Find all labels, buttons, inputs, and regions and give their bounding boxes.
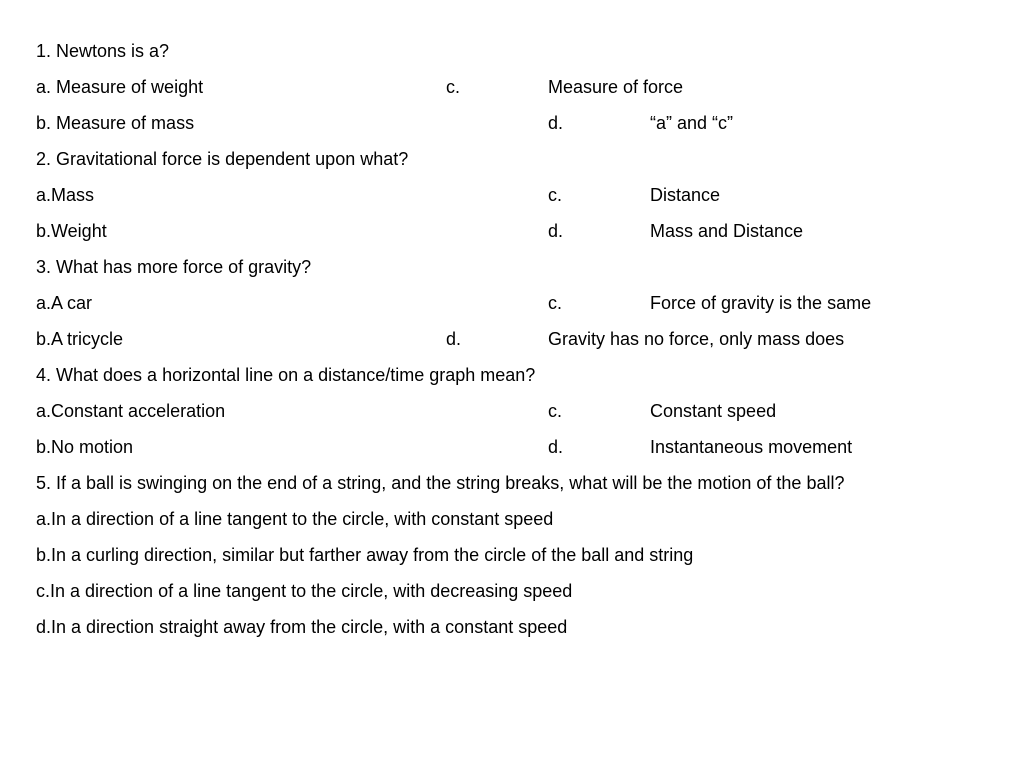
q1-option-b: b. Measure of mass xyxy=(36,113,195,133)
q4-question xyxy=(36,363,535,387)
q2-question xyxy=(36,147,408,171)
q3-option-a: a.A car xyxy=(36,293,93,313)
q5-question xyxy=(36,471,844,495)
q1-question-text: 1. Newtons is a? xyxy=(36,41,170,61)
q4-option-c-letter: c. xyxy=(548,401,563,421)
q4-question-text: 4. What does a horizontal line on a distance/time graph mean? xyxy=(36,365,536,385)
q2-question-text: 2. Gravitational force is dependent upon what? xyxy=(36,149,409,169)
q3-option-c-letter: c. xyxy=(548,293,563,313)
q4-option-d-letter: d. xyxy=(548,437,564,457)
q1-option-d: “a” and “c” xyxy=(650,113,734,133)
q3-option-b: b.A tricycle xyxy=(36,329,124,349)
q1-option-d-letter: d. xyxy=(548,113,564,133)
q4-option-d: Instantaneous movement xyxy=(650,437,853,457)
q5-option-c-line xyxy=(36,579,572,603)
q2-option-c-letter: c. xyxy=(548,185,563,205)
q5-option-a: a.In a direction of a line tangent to the circle, with constant speed xyxy=(36,509,554,529)
q4-option-b: b.No motion xyxy=(36,437,134,457)
q4-option-c: Constant speed xyxy=(650,401,777,421)
q4-option-a: a.Constant acceleration xyxy=(36,401,226,421)
q3-option-d: Gravity has no force, only mass does xyxy=(548,329,845,349)
q3-option-d-letter: d. xyxy=(446,329,462,349)
q5-option-a-line xyxy=(36,507,553,531)
q5-option-b: b.In a curling direction, similar but farther away from the circle of the ball and string xyxy=(36,545,694,565)
q5-option-c: c.In a direction of a line tangent to the circle, with decreasing speed xyxy=(36,581,573,601)
q1-option-c-letter: c. xyxy=(446,77,461,97)
q5-option-b-line xyxy=(36,543,693,567)
q1-question xyxy=(36,39,169,63)
q3-question-text: 3. What has more force of gravity? xyxy=(36,257,312,277)
q3-option-c: Force of gravity is the same xyxy=(650,293,872,313)
q1-option-a: a. Measure of weight xyxy=(36,77,204,97)
q2-option-c: Distance xyxy=(650,185,721,205)
q3-question xyxy=(36,255,311,279)
q2-option-d-letter: d. xyxy=(548,221,564,241)
q1-option-c: Measure of force xyxy=(548,77,684,97)
q5-option-d: d.In a direction straight away from the circle, with a constant speed xyxy=(36,617,568,637)
q5-option-d-line xyxy=(36,615,567,639)
q2-option-b: b.Weight xyxy=(36,221,107,241)
q2-option-d: Mass and Distance xyxy=(650,221,804,241)
q5-question-text: 5. If a ball is swinging on the end of a string, and the string breaks, what will be the motion of the ball? xyxy=(36,473,845,493)
q2-option-a: a.Mass xyxy=(36,185,95,205)
